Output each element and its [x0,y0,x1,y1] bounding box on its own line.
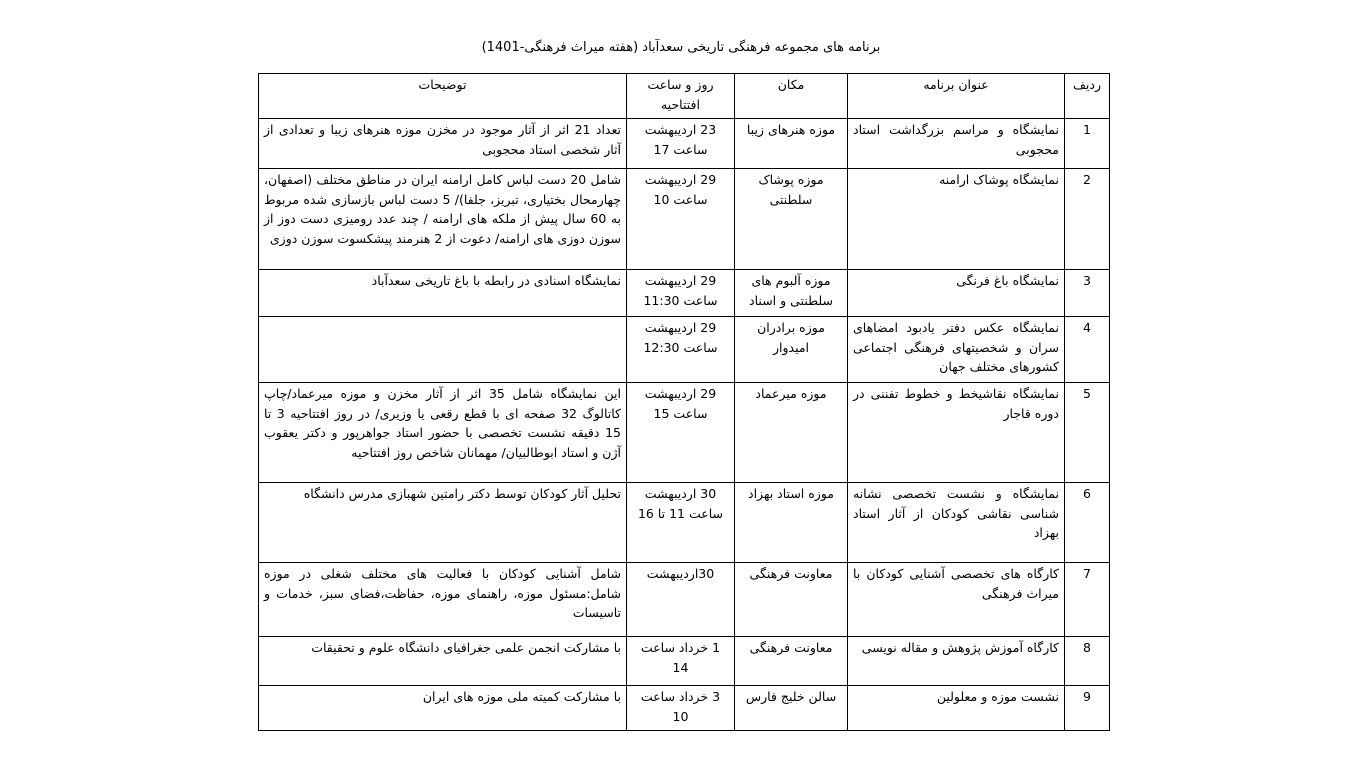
row-number-cell: 8 [1065,637,1110,686]
opening-date-cell: 29 اردیبهشت ساعت 15 [627,383,735,483]
place-cell: موزه آلبوم های سلطنتی و اسناد [735,270,848,317]
place-cell: سالن خلیج فارس [735,686,848,731]
opening-date-cell: 30اردیبهشت [627,563,735,637]
description-cell: شامل آشنایی کودکان با فعالیت های مختلف شغلی در موزه شامل:مسئول موزه، راهنمای موزه، حفاظت،فضای سبز، خدمات و تاسیسات [259,563,627,637]
program-title-cell: نمایشگاه باغ فرنگی [848,270,1065,317]
program-title-cell: نمایشگاه پوشاک ارامنه [848,169,1065,270]
place-cell: موزه برادران امیدوار [735,317,848,383]
description-cell: با مشارکت انجمن علمی جغرافیای دانشگاه علوم و تحقیقات [259,637,627,686]
table-row [259,169,1110,270]
row-number-cell: 7 [1065,563,1110,637]
opening-date-cell: 29 اردیبهشت ساعت 10 [627,169,735,270]
description-cell: تحلیل آثار کودکان توسط دکتر رامتین شهبازی مدرس دانشگاه [259,483,627,563]
table-row [259,637,1110,686]
row-number-cell: 1 [1065,119,1110,169]
opening-date-cell: 29 اردیبهشت ساعت 12:30 [627,317,735,383]
program-title-cell: نمایشگاه و نشست تخصصی نشانه شناسی نقاشی کودکان از آثار استاد بهزاد [848,483,1065,563]
header-place: مکان [735,74,848,119]
row-number-cell: 3 [1065,270,1110,317]
description-cell: تعداد 21 اثر از آثار موجود در مخزن موزه هنرهای زیبا و تعدادی از آثار شخصی استاد محجوبی [259,119,627,169]
opening-date-cell: 3 خرداد ساعت 10 [627,686,735,731]
header-date: روز و ساعت افتتاحیه [627,74,735,119]
place-cell: معاونت فرهنگی [735,637,848,686]
program-title-cell: نمایشگاه و مراسم بزرگداشت استاد محجوبی [848,119,1065,169]
description-cell [259,317,627,383]
table-row [259,383,1110,483]
programs-table [258,73,1110,731]
place-cell: موزه پوشاک سلطنتی [735,169,848,270]
table-row [259,483,1110,563]
opening-date-cell: 30 اردیبهشت ساعت 11 تا 16 [627,483,735,563]
description-cell: شامل 20 دست لباس کامل ارامنه ایران در مناطق مختلف (اصفهان، چهارمحال بختیاری، تبریز، جلفا)/ 5 دست لباس بازسازی شده مربوط به 60 سال پیش از ملکه های ارامنه / چند عدد رومیزی دست دوز از سوزن دوزی های ارامنه/ دعوت از 2 هنرمند پیشکسوت سوزن دوزی [259,169,627,270]
table-row [259,317,1110,383]
place-cell: موزه میرعماد [735,383,848,483]
place-cell: موزه استاد بهزاد [735,483,848,563]
table-row [259,686,1110,731]
table-row [259,119,1110,169]
program-title-cell: کارگاه های تخصصی آشنایی کودکان با میراث فرهنگی [848,563,1065,637]
place-cell: موزه هنرهای زیبا [735,119,848,169]
header-description: توضیحات [259,74,627,119]
opening-date-cell: 1 خرداد ساعت 14 [627,637,735,686]
table-row [259,270,1110,317]
program-title-cell: نشست موزه و معلولین [848,686,1065,731]
document-title: برنامه های مجموعه فرهنگی تاریخی سعدآباد (هفته میراث فرهنگی-1401) [481,40,881,55]
row-number-cell: 4 [1065,317,1110,383]
header-row-number: ردیف [1065,74,1110,119]
row-number-cell: 6 [1065,483,1110,563]
table-header-row [259,74,1110,119]
opening-date-cell: 29 اردیبهشت ساعت 11:30 [627,270,735,317]
program-title-cell: نمایشگاه عکس دفتر یادبود امضاهای سران و شخصیتهای فرهنگی اجتماعی کشورهای مختلف جهان [848,317,1065,383]
program-title-cell: نمایشگاه نقاشیخط و خطوط تفننی در دوره قاجار [848,383,1065,483]
row-number-cell: 2 [1065,169,1110,270]
description-cell: با مشارکت کمیته ملی موزه های ایران [259,686,627,731]
description-cell: نمایشگاه اسنادی در رابطه با باغ تاریخی سعدآباد [259,270,627,317]
opening-date-cell: 23 اردیبهشت ساعت 17 [627,119,735,169]
row-number-cell: 9 [1065,686,1110,731]
header-program-title: عنوان برنامه [848,74,1065,119]
program-title-cell: کارگاه آموزش پژوهش و مقاله نویسی [848,637,1065,686]
row-number-cell: 5 [1065,383,1110,483]
place-cell: معاونت فرهنگی [735,563,848,637]
table-row [259,563,1110,637]
description-cell: این نمایشگاه شامل 35 اثر از آثار مخزن و موزه میرعماد/چاپ کاتالوگ 32 صفحه ای با قطع رقعی یا وزیری/ در روز افتتاحیه 3 تا 15 دقیقه نشست تخصصی با حضور استاد جواهرپور و دکتر یعقوب آژن و استاد ابوطالبیان/ مهمانان شاخص روز افتتاحیه [259,383,627,483]
